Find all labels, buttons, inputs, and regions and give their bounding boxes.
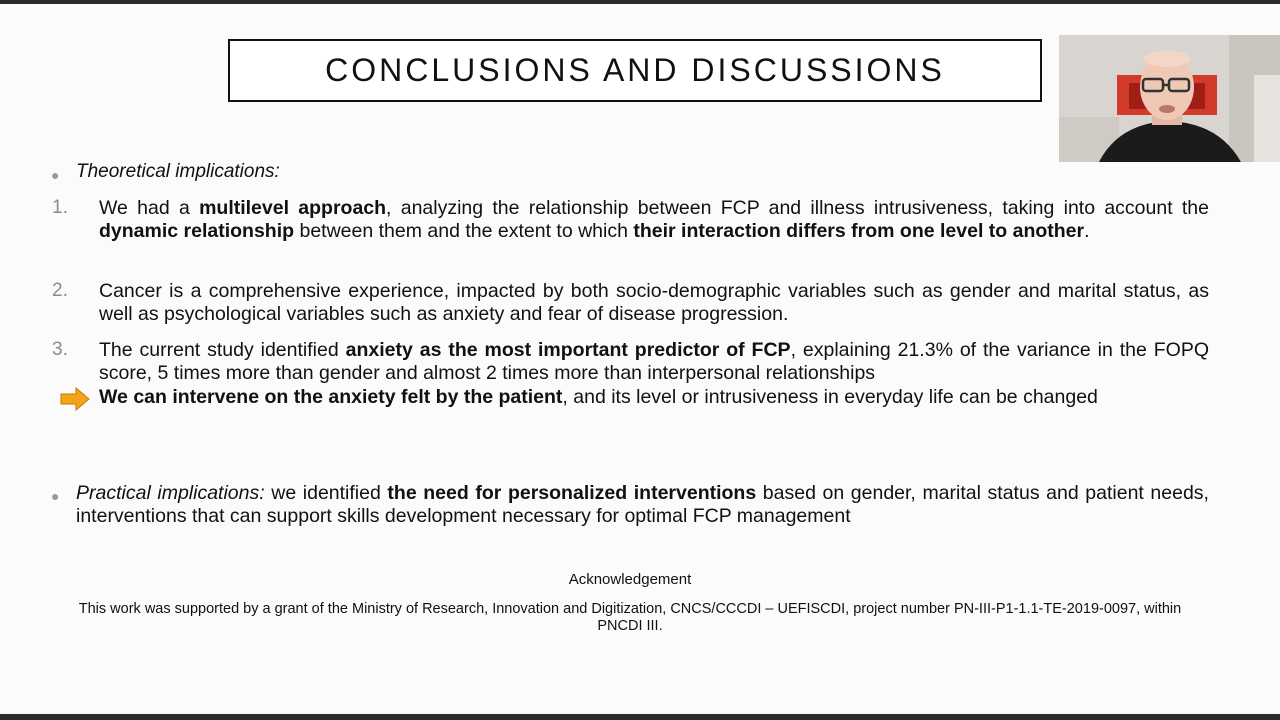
arrow-item-text: We can intervene on the anxiety felt by the patient, and its level or intrusiveness in everyday life can be changed <box>99 386 1098 408</box>
slide-title: CONCLUSIONS AND DISCUSSIONS <box>325 52 945 88</box>
bullet-dot: ● <box>51 488 60 504</box>
item-text-2: Cancer is a comprehensive experience, impacted by both socio-demographic variables such as gender and marital status, as well as psychological variables such as anxiety and fear of disease progression. <box>99 280 1209 326</box>
item-number: 1. <box>52 197 68 218</box>
item-text-3: The current study identified anxiety as the most important predictor of FCP, explaining 21.3% of the variance in the FOPQ score, 5 times more than gender and almost 2 times more than interpersonal relationships <box>99 339 1209 385</box>
title-box <box>228 39 1042 102</box>
acknowledgement-text: This work was supported by a grant of the Ministry of Research, Innovation and Digitization, CNCS/CCCDI – UEFISCDI, project number PN-III-P1-1.1-TE-2019-0097, within PNCDI III. <box>78 601 1182 634</box>
slide <box>0 4 1280 714</box>
item-number: 2. <box>52 280 68 301</box>
bullet-dot: ● <box>51 167 60 183</box>
acknowledgement-title: Acknowledgement <box>568 571 692 588</box>
webcam-picture <box>1059 35 1280 162</box>
arrow-right-icon <box>60 387 90 411</box>
practical-text: Practical implications: we identified the need for personalized interventions based on gender, marital status and patient needs, interventions that can support skills development necessary for optimal FCP management <box>76 482 1209 528</box>
webcam-video <box>1059 35 1280 162</box>
theoretical-label: Theoretical implications: <box>76 161 280 182</box>
bottom-bar <box>0 714 1280 720</box>
item-text-1: We had a multilevel approach, analyzing the relationship between FCP and illness intrusiveness, taking into account the dynamic relationship between them and the extent to which their interaction differs from one level to another. <box>99 197 1209 243</box>
item-number: 3. <box>52 339 68 360</box>
